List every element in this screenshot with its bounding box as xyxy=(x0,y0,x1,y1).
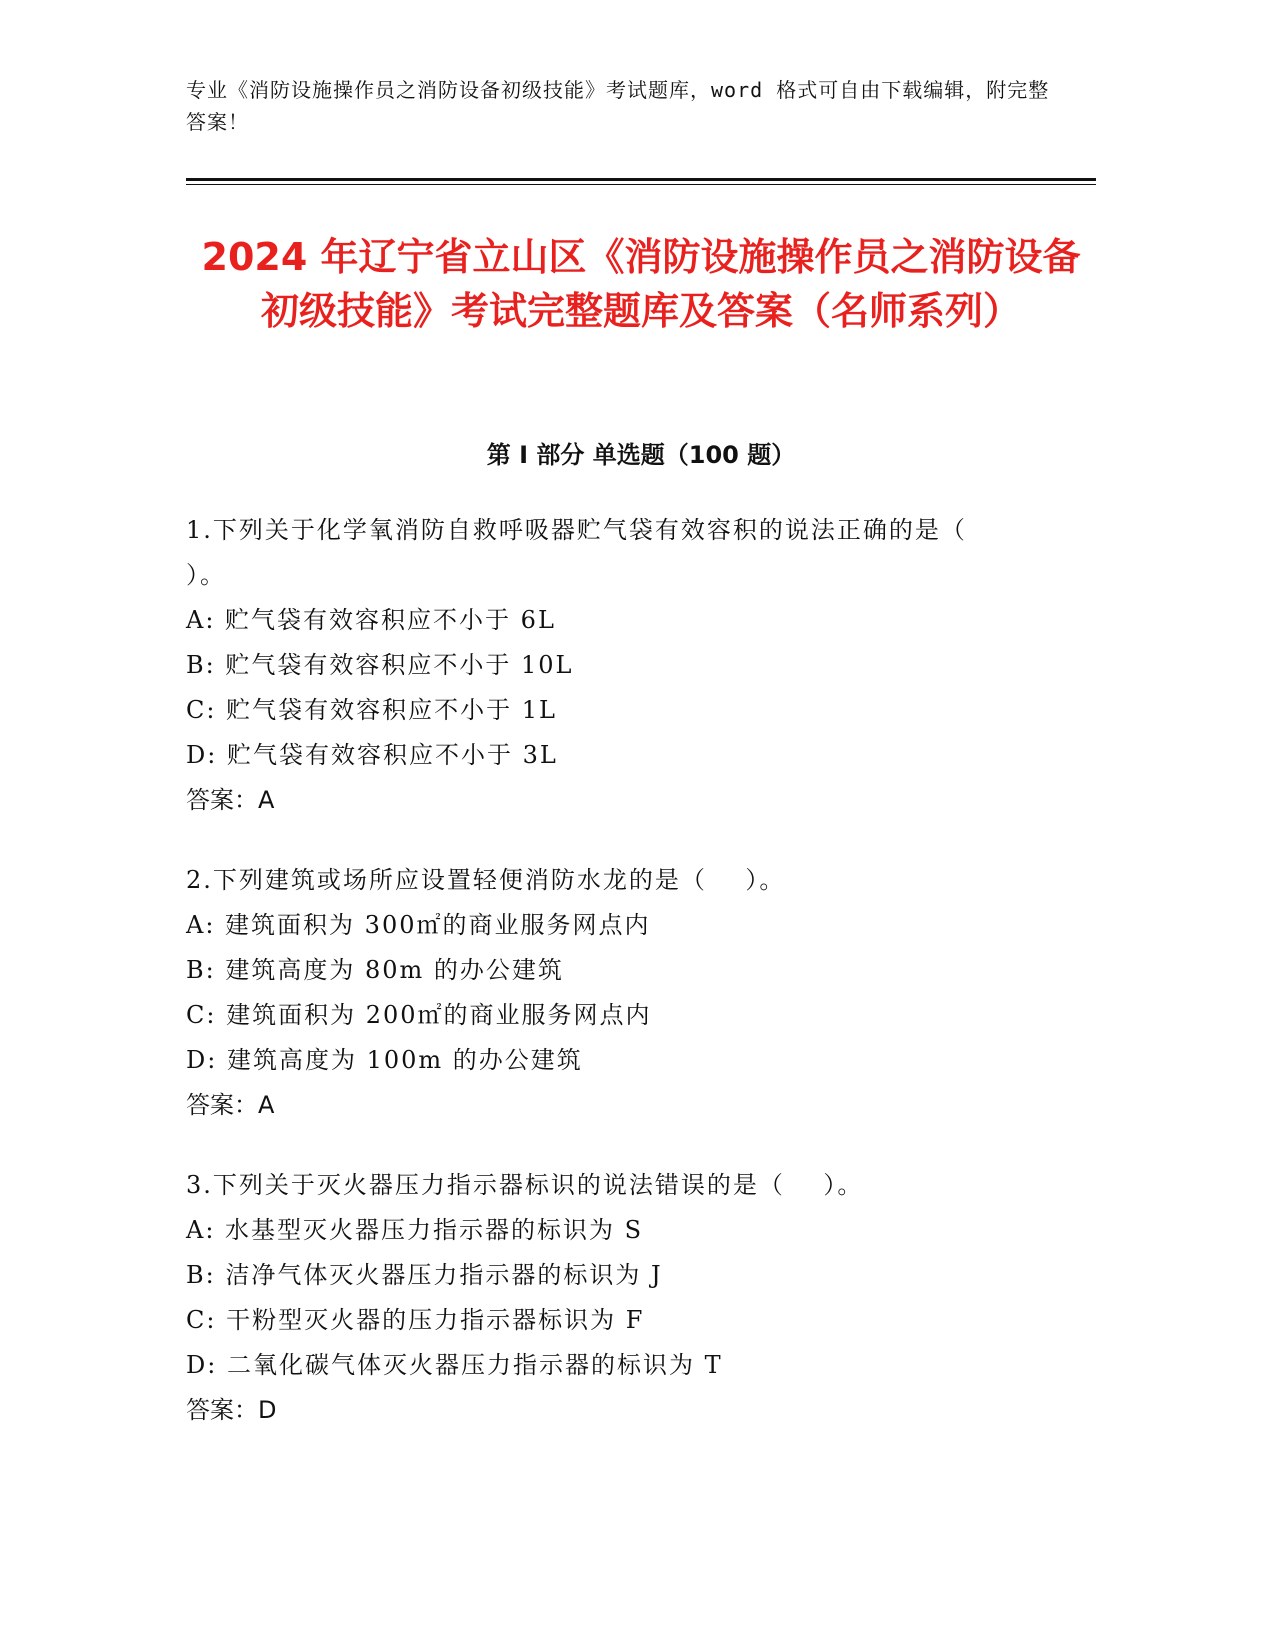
question-stem: 2.下列建筑或场所应设置轻便消防水龙的是（ ）。 xyxy=(186,866,786,894)
answer: 答案：A xyxy=(186,1091,275,1119)
option-d: D: 建筑高度为 100m 的办公建筑 xyxy=(186,1046,583,1074)
option-d: D: 贮气袋有效容积应不小于 3L xyxy=(186,741,558,769)
option-d: D: 二氧化碳气体灭火器压力指示器的标识为 T xyxy=(186,1351,723,1379)
option-a: A: 建筑面积为 300㎡的商业服务网点内 xyxy=(186,911,651,939)
option-b: B: 建筑高度为 80m 的办公建筑 xyxy=(186,956,564,984)
question-stem-cont: ）。 xyxy=(186,561,226,589)
option-c: C: 干粉型灭火器的压力指示器标识为 F xyxy=(186,1306,645,1334)
header-rule-thin xyxy=(186,184,1096,185)
option-c: C: 贮气袋有效容积应不小于 1L xyxy=(186,696,557,724)
question-3 xyxy=(186,1163,1086,1433)
section-heading: 第 I 部分 单选题（100 题） xyxy=(486,441,796,469)
document-title: 2024 年辽宁省立山区《消防设施操作员之消防设备初级技能》考试完整题库及答案（名师系列） xyxy=(201,235,1081,333)
header-rule-thick xyxy=(186,178,1096,181)
header-note: 专业《消防设施操作员之消防设备初级技能》考试题库，word 格式可自由下载编辑，附完整答案！ xyxy=(186,78,1050,134)
option-a: A: 水基型灭火器压力指示器的标识为 S xyxy=(186,1216,644,1244)
option-c: C: 建筑面积为 200㎡的商业服务网点内 xyxy=(186,1001,652,1029)
answer: 答案：D xyxy=(186,1396,277,1424)
question-stem: 3.下列关于灭火器压力指示器标识的说法错误的是（ ）。 xyxy=(186,1171,864,1199)
option-a: A: 贮气袋有效容积应不小于 6L xyxy=(186,606,556,634)
answer: 答案：A xyxy=(186,786,275,814)
option-b: B: 洁净气体灭火器压力指示器的标识为 J xyxy=(186,1261,663,1289)
option-b: B: 贮气袋有效容积应不小于 10L xyxy=(186,651,574,679)
question-2 xyxy=(186,858,1086,1128)
question-stem: 1.下列关于化学氧消防自救呼吸器贮气袋有效容积的说法正确的是（ xyxy=(186,516,967,544)
question-1 xyxy=(186,508,1086,823)
